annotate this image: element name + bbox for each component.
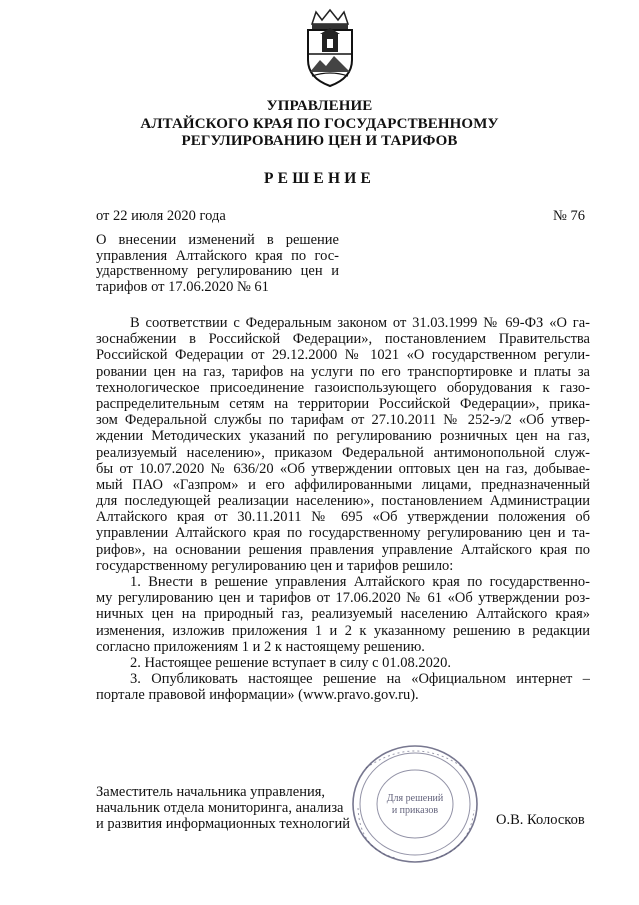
body-line: ждении Методических указаний по регулированию розничных цен на газ,	[96, 428, 590, 445]
position-line-2: начальник отдела мониторинга, анализа	[96, 799, 344, 816]
resolution-item-1: 1. Внести в решение управления Алтайского края по государственно-	[130, 574, 590, 590]
header-line-2: АЛТАЙСКОГО КРАЯ ПО ГОСУДАРСТВЕННОМУ	[140, 115, 499, 132]
body-line: государственному регулированию цен и тарифов решило:	[96, 557, 454, 574]
stamp-text-line-2: и приказов	[391, 805, 439, 816]
document-number: № 76	[553, 208, 585, 224]
body-line: распределительным сетям на территории Российской Федерации», прика-	[96, 395, 590, 412]
body-line: бы от 10.07.2020 № 636/20 «Об утверждении оптовых цен на газ, добывае-	[96, 460, 590, 477]
body-line: портале правовой информации» (www.pravo.gov.ru).	[96, 687, 419, 704]
body-line: ровании цен на газ, тарифов на услуги по его транспортировке и платы за	[96, 363, 590, 380]
signatory-name: О.В. Колосков	[496, 812, 585, 828]
body-line: согласно приложениям 1 и 2 к настоящему решению.	[96, 638, 425, 655]
document-subject	[96, 233, 339, 295]
body-line: рифов», на основании решения правления управление Алтайского края по	[96, 541, 590, 558]
authority-header	[0, 98, 639, 151]
body-line: му регулированию цен и тарифов от 17.06.2020 № 61 «Об утверждении роз-	[96, 590, 590, 607]
official-seal-stamp	[336, 738, 494, 870]
subject-line: О внесении изменений в решение	[96, 232, 339, 248]
subject-line: управления Алтайского края по гос-	[96, 247, 339, 264]
body-line: зом Федеральной службы по тарифам от 27.10.2011 № 252-э/2 «Об утвер-	[96, 412, 590, 429]
body-line: для последующей реализации населению», постановлением Администрации	[96, 493, 590, 510]
position-line-3: и развития информационных технологий	[96, 815, 351, 832]
stamp-text-line-1: Для решений	[386, 793, 444, 804]
position-line-1: Заместитель начальника управления,	[96, 784, 326, 800]
subject-line: тарифов от 17.06.2020 № 61	[96, 278, 269, 295]
altai-krai-coat-of-arms-icon	[298, 8, 362, 90]
body-line: ничных цен на природный газ, реализуемый населению Алтайского края»	[96, 606, 590, 623]
body-line: В соответствии с Федеральным законом от 31.03.1999 № 69-ФЗ «О га-	[130, 315, 590, 331]
body-line: Российской Федерации от 29.12.2000 № 1021 «О государственном регули-	[96, 347, 590, 364]
body-line: зоснабжении в Российской Федерации», постановлением Правительства	[96, 331, 590, 348]
body-line: изменения, изложив приложения 1 и 2 к указанному решению в редакции	[96, 622, 590, 639]
body-line: Алтайского края от 30.11.2011 № 695 «Об утверждении положения об	[96, 509, 590, 526]
header-line-1: УПРАВЛЕНИЕ	[266, 98, 373, 114]
resolution-item-3: 3. Опубликовать настоящее решение на «Официальном интернет –	[130, 671, 590, 688]
body-line: реализуемый населению», приказом Федеральной антимонопольной служ-	[96, 444, 590, 461]
signatory-position	[96, 785, 350, 832]
body-line: технологическое присоединение газоиспользующего оборудования к газо-	[96, 379, 590, 396]
body-line: управлении Алтайского края по государственному регулированию цен и та-	[96, 525, 590, 542]
body-line: мый ПАО «Газпром» и его аффилированными лицами, предназначенный	[96, 476, 590, 493]
document-type-title: РЕШЕНИЕ	[263, 170, 376, 187]
document-body	[96, 315, 590, 704]
resolution-item-2: 2. Настоящее решение вступает в силу с 01.08.2020.	[130, 654, 452, 671]
document-date: от 22 июля 2020 года	[96, 208, 226, 224]
subject-line: ударственному регулированию цен и	[96, 263, 339, 279]
header-line-3: РЕГУЛИРОВАНИЮ ЦЕН И ТАРИФОВ	[181, 133, 458, 149]
